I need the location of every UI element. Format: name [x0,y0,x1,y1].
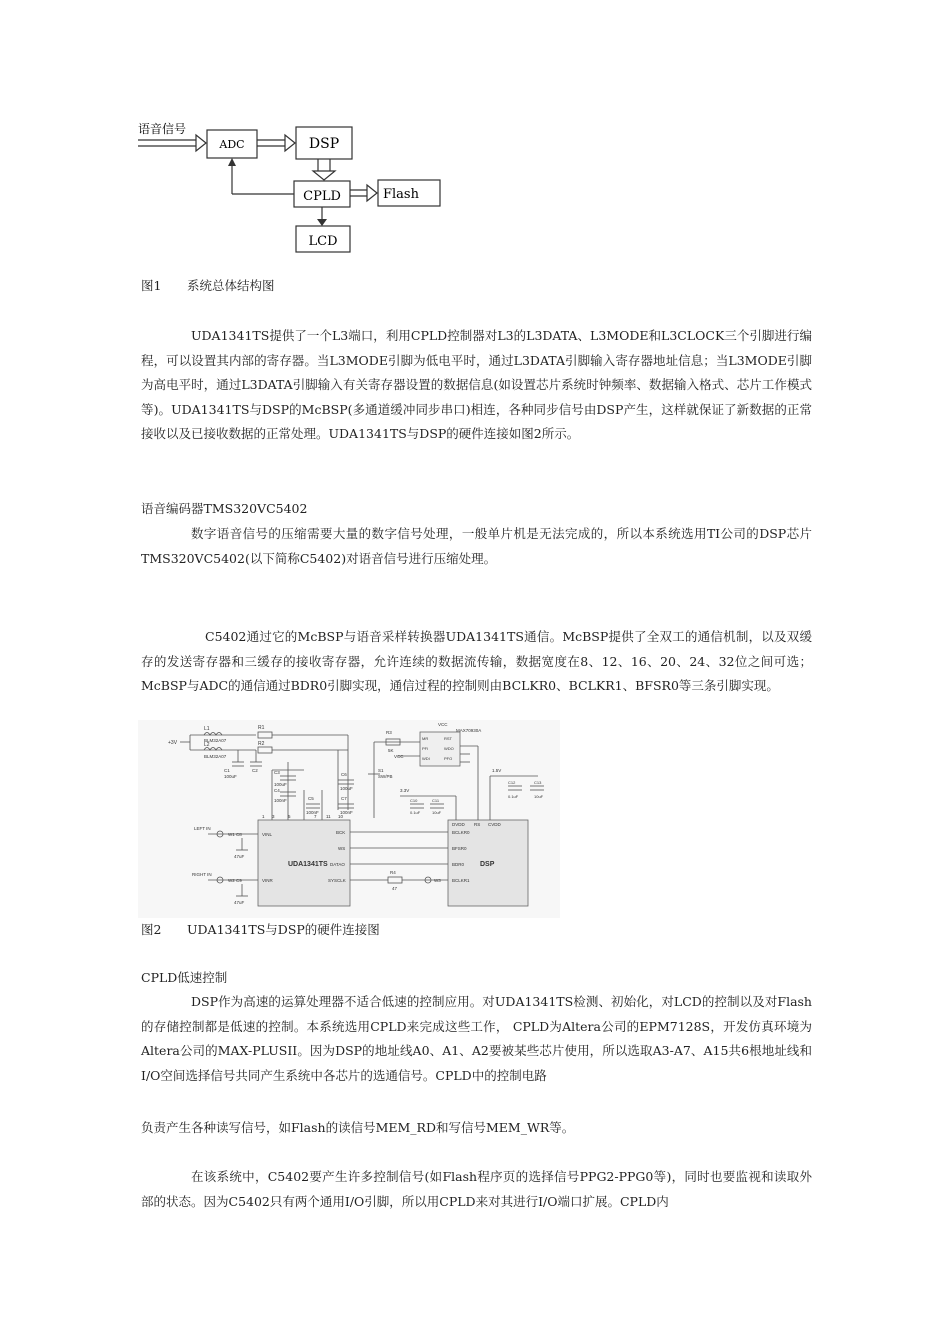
pin-7: 7 [314,814,317,819]
dsp-pin-bclkr1: BCLKR1 [452,878,470,883]
bead1-label: BLM32A07 [204,738,227,743]
w2-label: W2 [228,878,235,883]
uda-pin-bck: BCK [336,830,346,835]
adc-label: ADC [219,138,245,151]
max-pin-pfi: PFI [422,746,429,751]
w3-label: W3 [434,878,441,883]
max-pin-wdi: WDI [422,756,430,761]
figure2-title: UDA1341TS与DSP的硬件连接图 [187,922,380,937]
pin-1: 1 [262,814,265,819]
max-pin-mr: MR [422,736,429,741]
uda-chip-label: UDA1341TS [288,861,328,868]
section-heading-cpld: CPLD低速控制 [141,970,228,985]
c5-value: 100nF [306,810,319,815]
c8-label: C8 [236,832,242,837]
c7-label: C7 [341,796,347,801]
paragraph-io-expansion: 在该系统中，C5402要产生许多控制信号(如Flash程序页的选择信号PPG2-PPG0等)，同时也要监视和读取外部的状态。因为C5402只有两个通用I/O引脚，所以用CPLD来对其进行I/O端口扩展。CPLD内 [141,1169,812,1209]
paragraph-dsp-selection: 数字语音信号的压缩需要大量的数字信号处理，一般单片机是无法完成的，所以本系统选用TI公司的DSP芯片TMS320VC5402(以下简称C5402)对语音信号进行压缩处理。 [141,526,812,566]
paragraph-read-write-signals: 负责产生各种读写信号，如Flash的读信号MEM_RD和写信号MEM_WR等。 [141,1120,575,1135]
pin-10: 10 [338,814,344,819]
c12-label: C12 [508,780,516,785]
c8-value: 47uF [234,854,245,859]
dsp-label: DSP [308,136,340,152]
right-in-label: RIGHT IN [192,872,212,877]
s1-value: SW/PB [378,774,393,779]
c1-value: 100uF [224,774,237,779]
w1-label: W1 [228,832,235,837]
lcd-label: LCD [308,234,338,249]
c2-label: C2 [252,768,258,773]
uda-pin-datao: DATAO [330,862,345,867]
section-heading-voice-encoder: 语音编码器TMS320VC5402 [141,501,308,516]
flash-label: Flash [383,187,419,202]
uda-pin-sysclk: SYSCLK [328,878,346,883]
pin-3: 3 [272,814,275,819]
cpld-label: CPLD [303,189,341,204]
pin-5: 5 [288,814,291,819]
figure1-caption [141,277,275,295]
c11-value: 10uF [432,810,442,815]
max-pin-pfo: PFO [444,756,453,761]
v15-label: 1.5V [492,768,502,773]
c4-value: 100nF [274,798,287,803]
uda-pin-vinr: VINR [262,878,273,883]
hardware-connection-schematic [138,720,560,918]
c9-label: C9 [236,878,242,883]
dsp-pin-bdr0: BDR0 [452,862,465,867]
c3-label: C3 [274,770,280,775]
c10-value: 0.1uF [410,810,421,815]
paragraph-l3-interface: UDA1341TS提供了一个L3端口，利用CPLD控制器对L3的L3DATA、L3MODE和L3CLOCK三个引脚进行编程，可以设置其内部的寄存器。当L3MODE引脚为低电平时，通过L3DATA引脚输入寄存器地址信息；当L3MODE引脚为高电平时，通过L3DATA引脚输入有关寄存器设置的数据信息(如设置芯片系统时钟频率、数据输入格式、芯片工作模式等)。UDA1341TS与DSP的McBSP(多通道缓冲同步串口)相连，各种同步信号由DSP产生，这样就保证了新数据的正常接收以及已接收数据的正常处理。UDA1341TS与DSP的硬件连接如图2所示。 [141,328,812,441]
c13-value: 10uF [534,794,544,799]
c9-value: 47uF [234,900,245,905]
dsp-pin-dvdd: DVDD [452,822,465,827]
dsp-pin-cvdd: CVDD [488,822,501,827]
system-block-diagram [138,120,443,255]
figure2-caption [141,921,380,939]
figure1-title: 系统总体结构图 [187,278,275,293]
vcc-label: VCC [438,722,448,727]
max-chip-label: MAX70930A [456,728,482,733]
c5-label: C5 [308,796,314,801]
s1-label: S1 [378,768,384,773]
r1-label: R1 [258,725,265,731]
c6-label: C6 [341,772,347,777]
c7-value: 100nF [340,810,353,815]
r3-label: R3 [386,730,392,735]
dsp-chip-label: DSP [480,861,495,868]
c12-value: 0.1uF [508,794,519,799]
r3-value: 5K [388,748,394,753]
c6-value: 100uF [340,786,353,791]
dsp-pin-rs: RS [474,822,481,827]
uda-pin-vinl: VINL [262,832,273,837]
figure1-number: 图1 [141,278,162,293]
uda-pin-ws: WS [338,846,346,851]
max-pin-rst: RST [444,736,452,741]
v33-label: 3.3V [400,788,410,793]
vcc2-label: VCC [394,754,404,759]
r2-label: R2 [258,741,265,747]
paragraph-mcbsp: C5402通过它的McBSP与语音采样转换器UDA1341TS通信。McBSP提供了全双工的通信机制，以及双缓存的发送寄存器和三缓存的接收寄存器，允许连续的数据流传输，数据宽度在8、12、16、20、24、32位之间可选； McBSP与ADC的通信通过BDR0引脚实现，通信过程的控制则由BCLKR0、BCLKR1、BFSR0等三条引脚实现。 [141,629,812,693]
r4-label: R4 [390,870,396,875]
c3-value: 100uF [274,782,287,787]
c10-label: C10 [410,798,418,803]
figure2-number: 图2 [141,922,162,937]
dsp-pin-bclkr0: BCLKR0 [452,830,470,835]
l1-label: L1 [204,726,210,732]
c1-label: C1 [224,768,230,773]
pin-11: 11 [326,814,331,819]
c4-label: C4 [274,788,280,793]
r4-value: 47 [392,886,398,891]
supply-3v-label: +3V [168,740,178,746]
c11-label: C11 [432,798,440,803]
max-pin-wdo: WDO [444,746,454,751]
dsp-pin-bfsr0: BFSR0 [452,846,467,851]
left-in-label: LEFT IN [194,826,211,831]
voice-input-label: 语音信号 [138,122,187,136]
c13-label: C13 [534,780,542,785]
bead2-label: BLM32A07 [204,754,227,759]
l2-label: L2 [204,742,210,748]
paragraph-cpld-control: DSP作为高速的运算处理器不适合低速的控制应用。对UDA1341TS检测、初始化，对LCD的控制以及对Flash的存储控制都是低速的控制。本系统选用CPLD来完成这些工作， CPLD为Altera公司的EPM7128S，开发仿真环境为Altera公司的MAX-PLUSII。因为DSP的地址线A0、A1、A2要被某些芯片使用，所以选取A3-A7、A15共6根地址线和I/O空间选择信号共同产生系统中各芯片的选通信号。CPLD中的控制电路 [141,994,812,1083]
